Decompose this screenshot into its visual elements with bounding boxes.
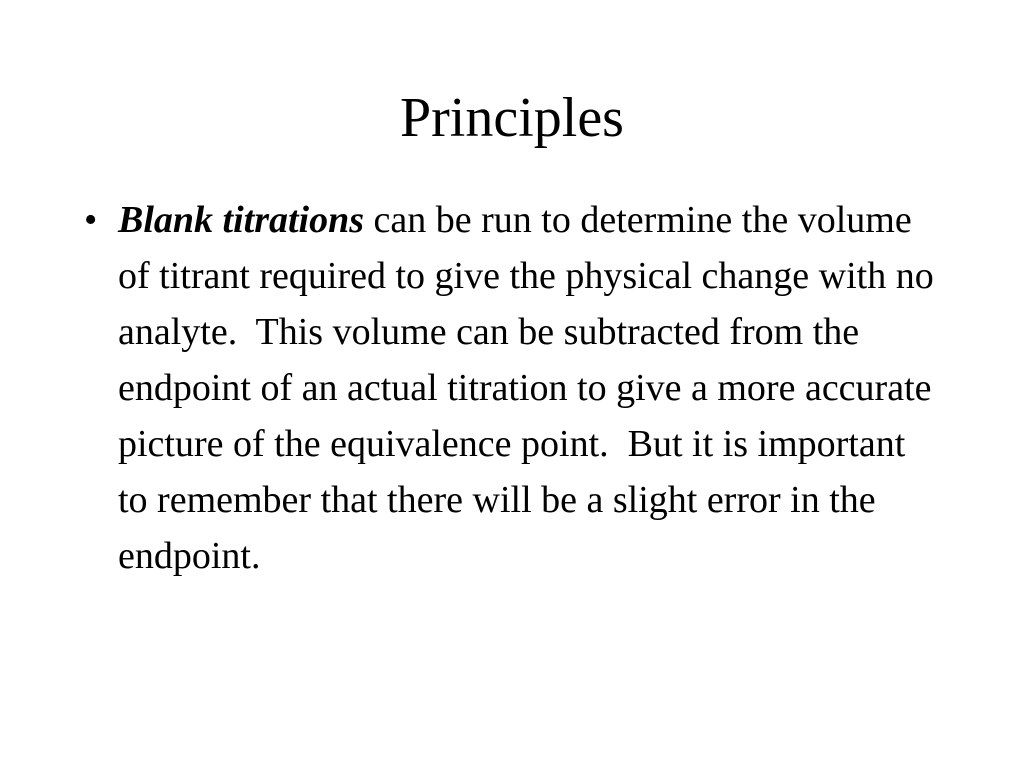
bullet-marker: • (84, 199, 98, 241)
bullet-item (84, 192, 944, 584)
bullet-text: can be run to determine the volume of titrant required to give the physical change with no analyte. This volume can be subtracted from the endpoint of an actual titration to give a more accurate picture of the equivalence point. But it is important to remember that there will be a slight error in the endpoint. (118, 199, 944, 577)
bullet-list (84, 192, 944, 584)
slide-title: Principles (400, 87, 624, 149)
bullet-term: Blank titrations (118, 199, 365, 241)
